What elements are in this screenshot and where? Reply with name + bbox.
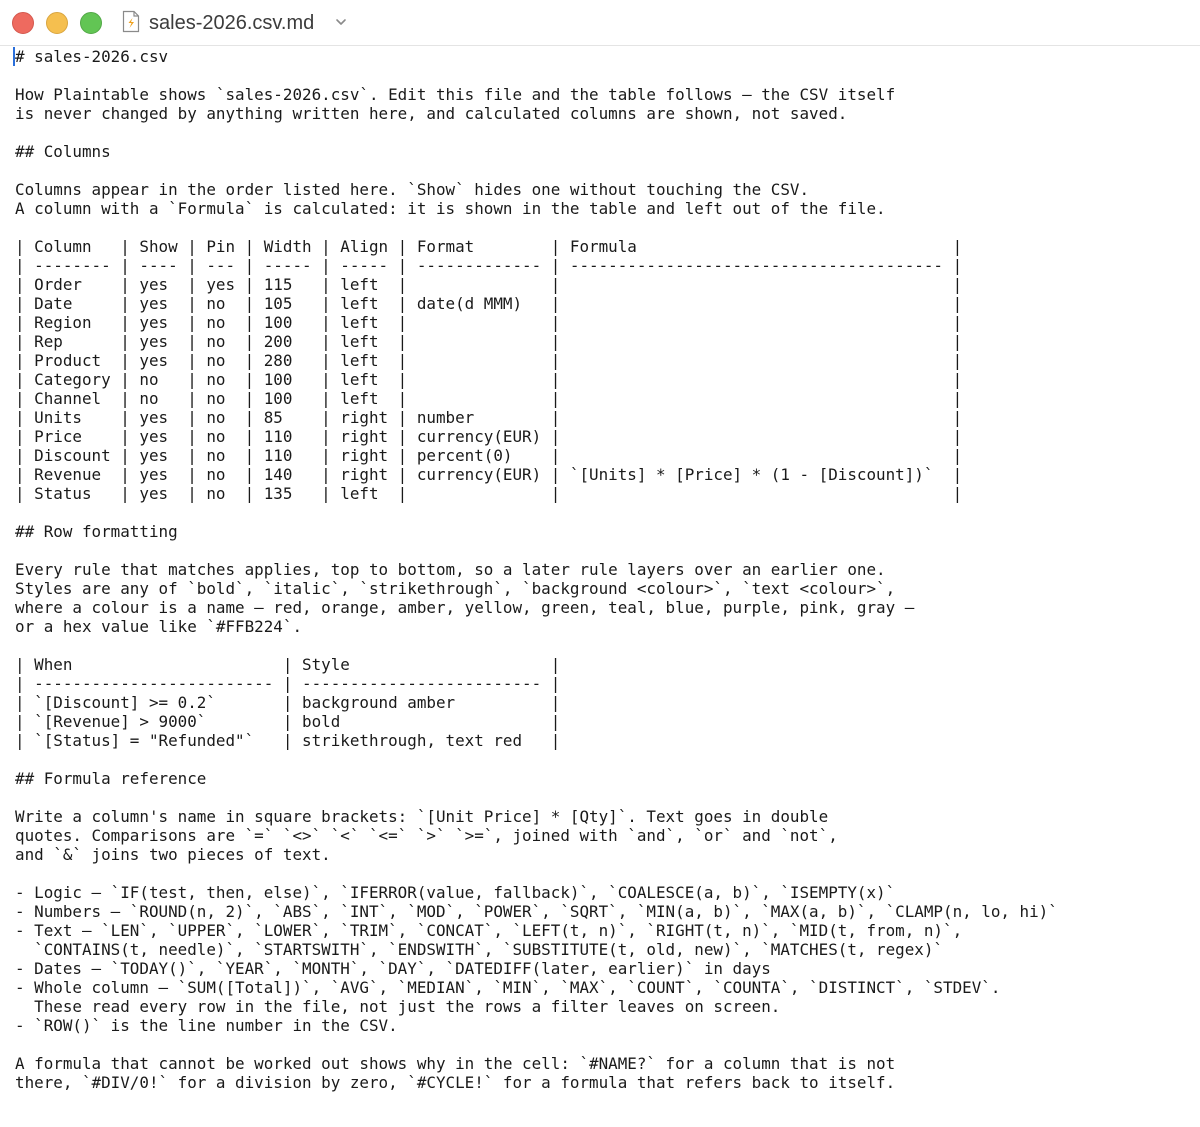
close-window-button[interactable]	[12, 12, 34, 34]
paragraph-line: How Plaintable shows `sales-2026.csv`. Edit this file and the table follows — the CSV itself	[15, 85, 896, 104]
blank-line	[15, 864, 1195, 883]
paragraph-line: Styles are any of `bold`, `italic`, `strikethrough`, `background <colour>`, `text <colour>`,	[15, 579, 896, 598]
table-row-line: | Rep | yes | no | 200 | left | | |	[15, 332, 963, 351]
list-item-line: - Logic — `IF(test, then, else)`, `IFERROR(value, fallback)`, `COALESCE(a, b)`, `ISEMPTY(x)`	[15, 883, 896, 902]
blank-line	[15, 218, 1195, 237]
heading-line: ## Columns	[15, 142, 111, 161]
document-lines	[15, 47, 1195, 1092]
blank-line	[15, 636, 1195, 655]
blank-line	[15, 161, 1195, 180]
table-row-line: | `[Status] = "Refunded"` | strikethrough, text red |	[15, 731, 561, 750]
table-row-line: | Product | yes | no | 280 | left | | |	[15, 351, 963, 370]
zoom-window-button[interactable]	[80, 12, 102, 34]
paragraph-line: is never changed by anything written here, and calculated columns are shown, not saved.	[15, 104, 848, 123]
text-editor[interactable]	[0, 47, 1200, 1127]
markdown-file-icon	[122, 10, 140, 33]
table-row-line: | `[Revenue] > 9000` | bold |	[15, 712, 561, 731]
table-header-line: | When | Style |	[15, 655, 561, 674]
list-item-line: - Whole column — `SUM([Total])`, `AVG`, `MEDIAN`, `MIN`, `MAX`, `COUNT`, `COUNTA`, `DISTINCT`, `STDEV`.	[15, 978, 1001, 997]
blank-line	[15, 788, 1195, 807]
blank-line	[15, 503, 1195, 522]
list-item-line: - `ROW()` is the line number in the CSV.	[15, 1016, 398, 1035]
minimize-window-button[interactable]	[46, 12, 68, 34]
table-separator-line: | -------- | ---- | --- | ----- | ----- | ------------- | --------------------------------------- |	[15, 256, 963, 275]
paragraph-line: Columns appear in the order listed here. `Show` hides one without touching the CSV.	[15, 180, 810, 199]
list-item-line: - Text — `LEN`, `UPPER`, `LOWER`, `TRIM`, `CONCAT`, `LEFT(t, n)`, `RIGHT(t, n)`, `MID(t, from, n)`,	[15, 921, 963, 940]
table-row-line: | Region | yes | no | 100 | left | | |	[15, 313, 963, 332]
paragraph-line: Write a column's name in square brackets: `[Unit Price] * [Qty]`. Text goes in double	[15, 807, 829, 826]
paragraph-line: there, `#DIV/0!` for a division by zero, `#CYCLE!` for a formula that refers back to itself.	[15, 1073, 896, 1092]
table-header-line: | Column | Show | Pin | Width | Align | Format | Formula |	[15, 237, 963, 256]
chevron-down-icon[interactable]	[335, 17, 347, 27]
table-row-line: | Status | yes | no | 135 | left | | |	[15, 484, 963, 503]
list-item-line: - Dates — `TODAY()`, `YEAR`, `MONTH`, `DAY`, `DATEDIFF(later, earlier)` in days	[15, 959, 771, 978]
table-row-line: | Channel | no | no | 100 | left | | |	[15, 389, 963, 408]
paragraph-line: A formula that cannot be worked out shows why in the cell: `#NAME?` for a column that is not	[15, 1054, 896, 1073]
blank-line	[15, 123, 1195, 142]
paragraph-line: or a hex value like `#FFB224`.	[15, 617, 303, 636]
table-row-line: | Price | yes | no | 110 | right | currency(EUR) | |	[15, 427, 963, 446]
blank-line	[15, 66, 1195, 85]
paragraph-line: where a colour is a name — red, orange, amber, yellow, green, teal, blue, purple, pink, gray —	[15, 598, 915, 617]
paragraph-line: Every rule that matches applies, top to bottom, so a later rule layers over an earlier one.	[15, 560, 886, 579]
paragraph-line: and `&` joins two pieces of text.	[15, 845, 331, 864]
blank-line	[15, 750, 1195, 769]
list-item-line: `CONTAINS(t, needle)`, `STARTSWITH`, `ENDSWITH`, `SUBSTITUTE(t, old, new)`, `MATCHES(t, regex)`	[15, 940, 943, 959]
paragraph-line: A column with a `Formula` is calculated: it is shown in the table and left out of the file.	[15, 199, 886, 218]
paragraph-line: quotes. Comparisons are `=` `<>` `<` `<=` `>` `>=`, joined with `and`, `or` and `not`,	[15, 826, 838, 845]
heading-line: # sales-2026.csv	[15, 47, 169, 66]
table-separator-line: | ------------------------- | ------------------------- |	[15, 674, 561, 693]
table-row-line: | Order | yes | yes | 115 | left | | |	[15, 275, 963, 294]
blank-line	[15, 541, 1195, 560]
blank-line	[15, 1035, 1195, 1054]
table-row-line: | Category | no | no | 100 | left | | |	[15, 370, 963, 389]
list-item-line: These read every row in the file, not just the rows a filter leaves on screen.	[15, 997, 781, 1016]
document-title[interactable]: sales-2026.csv.md	[149, 12, 315, 34]
table-row-line: | Discount | yes | no | 110 | right | percent(0) | |	[15, 446, 963, 465]
table-row-line: | Date | yes | no | 105 | left | date(d MMM) | |	[15, 294, 963, 313]
title-bar[interactable]	[0, 0, 1200, 46]
table-row-line: | Units | yes | no | 85 | right | number | |	[15, 408, 963, 427]
table-row-line: | Revenue | yes | no | 140 | right | currency(EUR) | `[Units] * [Price] * (1 - [Discount])` |	[15, 465, 963, 484]
heading-line: ## Formula reference	[15, 769, 207, 788]
table-row-line: | `[Discount] >= 0.2` | background amber |	[15, 693, 561, 712]
list-item-line: - Numbers — `ROUND(n, 2)`, `ABS`, `INT`, `MOD`, `POWER`, `SQRT`, `MIN(a, b)`, `MAX(a, b)`, `CLAMP(n, lo, hi)`	[15, 902, 1058, 921]
heading-line: ## Row formatting	[15, 522, 178, 541]
